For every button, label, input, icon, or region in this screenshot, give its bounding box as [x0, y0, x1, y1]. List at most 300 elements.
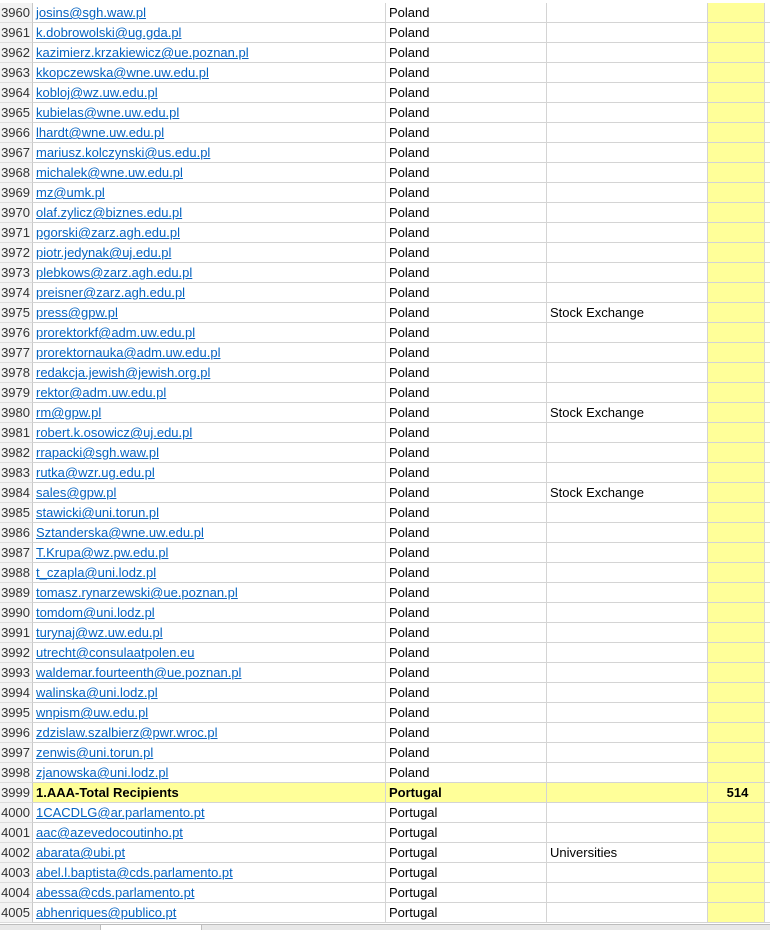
empty-cell[interactable] — [765, 83, 770, 103]
count-cell[interactable] — [708, 503, 765, 523]
empty-cell[interactable] — [765, 543, 770, 563]
table-row[interactable] — [0, 283, 770, 303]
sheet-tab-bar[interactable] — [0, 924, 770, 930]
table-row[interactable] — [0, 123, 770, 143]
row-header[interactable]: 4005 — [0, 903, 33, 923]
table-row[interactable] — [0, 663, 770, 683]
category-cell[interactable] — [547, 23, 708, 43]
email-link[interactable]: press@gpw.pl — [36, 305, 118, 320]
row-header[interactable]: 3960 — [0, 3, 33, 23]
row-header[interactable]: 3993 — [0, 663, 33, 683]
country-cell[interactable]: Poland — [386, 323, 547, 343]
category-cell[interactable] — [547, 123, 708, 143]
count-cell[interactable] — [708, 23, 765, 43]
email-link[interactable]: michalek@wne.uw.edu.pl — [36, 165, 183, 180]
row-header[interactable]: 3963 — [0, 63, 33, 83]
email-cell[interactable] — [33, 3, 386, 23]
row-header[interactable]: 3973 — [0, 263, 33, 283]
country-cell[interactable]: Poland — [386, 83, 547, 103]
country-cell[interactable]: Portugal — [386, 803, 547, 823]
table-row[interactable] — [0, 803, 770, 823]
row-header[interactable]: 3991 — [0, 623, 33, 643]
count-cell[interactable] — [708, 803, 765, 823]
email-link[interactable]: turynaj@wz.uw.edu.pl — [36, 625, 163, 640]
count-cell[interactable] — [708, 163, 765, 183]
email-link[interactable]: mz@umk.pl — [36, 185, 105, 200]
country-cell[interactable]: Poland — [386, 483, 547, 503]
email-cell[interactable] — [33, 843, 386, 863]
email-cell[interactable] — [33, 663, 386, 683]
row-header[interactable]: 3989 — [0, 583, 33, 603]
email-cell[interactable] — [33, 703, 386, 723]
row-header[interactable]: 3971 — [0, 223, 33, 243]
email-link[interactable]: pgorski@zarz.agh.edu.pl — [36, 225, 180, 240]
table-row[interactable] — [0, 883, 770, 903]
category-cell[interactable] — [547, 743, 708, 763]
category-cell[interactable] — [547, 203, 708, 223]
email-link[interactable]: josins@sgh.waw.pl — [36, 5, 147, 20]
row-header[interactable]: 3974 — [0, 283, 33, 303]
table-row[interactable] — [0, 643, 770, 663]
email-cell[interactable] — [33, 683, 386, 703]
table-row[interactable] — [0, 583, 770, 603]
email-link[interactable]: rutka@wzr.ug.edu.pl — [36, 465, 155, 480]
category-cell[interactable] — [547, 663, 708, 683]
row-header[interactable]: 3967 — [0, 143, 33, 163]
email-cell[interactable] — [33, 423, 386, 443]
row-header[interactable]: 3994 — [0, 683, 33, 703]
count-cell[interactable] — [708, 843, 765, 863]
empty-cell[interactable] — [765, 723, 770, 743]
empty-cell[interactable] — [765, 43, 770, 63]
row-header[interactable]: 3975 — [0, 303, 33, 323]
count-cell[interactable] — [708, 243, 765, 263]
email-cell[interactable] — [33, 383, 386, 403]
category-cell[interactable] — [547, 443, 708, 463]
country-cell[interactable]: Poland — [386, 743, 547, 763]
email-cell[interactable] — [33, 343, 386, 363]
empty-cell[interactable] — [765, 623, 770, 643]
email-cell[interactable] — [33, 543, 386, 563]
row-header[interactable]: 4000 — [0, 803, 33, 823]
row-header[interactable]: 3990 — [0, 603, 33, 623]
country-cell[interactable]: Portugal — [386, 783, 547, 803]
email-cell[interactable] — [33, 723, 386, 743]
email-cell[interactable] — [33, 823, 386, 843]
row-header[interactable]: 3977 — [0, 343, 33, 363]
email-link[interactable]: redakcja.jewish@jewish.org.pl — [36, 365, 211, 380]
empty-cell[interactable] — [765, 383, 770, 403]
email-link[interactable]: wnpism@uw.edu.pl — [36, 705, 149, 720]
row-header[interactable]: 3964 — [0, 83, 33, 103]
row-header[interactable]: 3995 — [0, 703, 33, 723]
count-cell[interactable] — [708, 883, 765, 903]
category-cell[interactable] — [547, 263, 708, 283]
empty-cell[interactable] — [765, 63, 770, 83]
count-cell[interactable] — [708, 863, 765, 883]
email-cell[interactable] — [33, 443, 386, 463]
row-header[interactable]: 3987 — [0, 543, 33, 563]
row-header[interactable]: 3998 — [0, 763, 33, 783]
count-cell[interactable] — [708, 583, 765, 603]
count-cell[interactable] — [708, 263, 765, 283]
empty-cell[interactable] — [765, 643, 770, 663]
row-header[interactable]: 3997 — [0, 743, 33, 763]
category-cell[interactable] — [547, 643, 708, 663]
email-cell[interactable] — [33, 183, 386, 203]
email-cell[interactable] — [33, 243, 386, 263]
country-cell[interactable]: Portugal — [386, 883, 547, 903]
category-cell[interactable] — [547, 563, 708, 583]
country-cell[interactable]: Poland — [386, 383, 547, 403]
country-cell[interactable]: Poland — [386, 3, 547, 23]
row-header[interactable]: 3986 — [0, 523, 33, 543]
table-row[interactable] — [0, 823, 770, 843]
empty-cell[interactable] — [765, 503, 770, 523]
category-cell[interactable] — [547, 623, 708, 643]
table-row[interactable] — [0, 463, 770, 483]
table-row[interactable] — [0, 263, 770, 283]
row-header[interactable]: 4004 — [0, 883, 33, 903]
email-cell[interactable] — [33, 623, 386, 643]
empty-cell[interactable] — [765, 743, 770, 763]
category-cell[interactable] — [547, 283, 708, 303]
email-link[interactable]: Sztanderska@wne.uw.edu.pl — [36, 525, 204, 540]
email-link[interactable]: rrapacki@sgh.waw.pl — [36, 445, 160, 460]
table-row[interactable] — [0, 683, 770, 703]
category-cell[interactable] — [547, 523, 708, 543]
row-header[interactable]: 3972 — [0, 243, 33, 263]
email-link[interactable]: sales@gpw.pl — [36, 485, 117, 500]
category-cell[interactable] — [547, 163, 708, 183]
email-cell[interactable] — [33, 583, 386, 603]
count-cell[interactable] — [708, 723, 765, 743]
empty-cell[interactable] — [765, 443, 770, 463]
count-cell[interactable] — [708, 123, 765, 143]
email-link[interactable]: abarata@ubi.pt — [36, 845, 126, 860]
email-cell[interactable] — [33, 103, 386, 123]
category-cell[interactable] — [547, 83, 708, 103]
category-cell[interactable] — [547, 803, 708, 823]
country-cell[interactable]: Poland — [386, 103, 547, 123]
table-row[interactable] — [0, 63, 770, 83]
category-cell[interactable] — [547, 183, 708, 203]
count-cell[interactable] — [708, 823, 765, 843]
empty-cell[interactable] — [765, 323, 770, 343]
count-cell[interactable] — [708, 643, 765, 663]
category-cell[interactable] — [547, 603, 708, 623]
category-cell[interactable] — [547, 463, 708, 483]
count-cell[interactable] — [708, 83, 765, 103]
email-cell[interactable] — [33, 123, 386, 143]
row-header[interactable]: 3965 — [0, 103, 33, 123]
email-cell[interactable] — [33, 63, 386, 83]
country-cell[interactable]: Poland — [386, 343, 547, 363]
country-cell[interactable]: Poland — [386, 363, 547, 383]
count-cell[interactable] — [708, 623, 765, 643]
empty-cell[interactable] — [765, 403, 770, 423]
email-cell[interactable] — [33, 763, 386, 783]
category-cell[interactable] — [547, 343, 708, 363]
email-cell[interactable] — [33, 563, 386, 583]
country-cell[interactable]: Poland — [386, 183, 547, 203]
country-cell[interactable]: Poland — [386, 143, 547, 163]
count-cell[interactable] — [708, 403, 765, 423]
country-cell[interactable]: Poland — [386, 643, 547, 663]
email-link[interactable]: k.dobrowolski@ug.gda.pl — [36, 25, 182, 40]
table-row[interactable] — [0, 423, 770, 443]
email-cell[interactable] — [33, 803, 386, 823]
category-cell[interactable] — [547, 63, 708, 83]
count-cell[interactable] — [708, 143, 765, 163]
count-cell[interactable] — [708, 303, 765, 323]
country-cell[interactable]: Poland — [386, 663, 547, 683]
category-cell[interactable] — [547, 103, 708, 123]
email-link[interactable]: zjanowska@uni.lodz.pl — [36, 765, 169, 780]
email-link[interactable]: kkopczewska@wne.uw.edu.pl — [36, 65, 209, 80]
email-link[interactable]: lhardt@wne.uw.edu.pl — [36, 125, 165, 140]
email-cell[interactable] — [33, 743, 386, 763]
count-cell[interactable] — [708, 483, 765, 503]
email-link[interactable]: zdzislaw.szalbierz@pwr.wroc.pl — [36, 725, 218, 740]
count-cell[interactable] — [708, 763, 765, 783]
country-cell[interactable]: Poland — [386, 243, 547, 263]
empty-cell[interactable] — [765, 463, 770, 483]
table-row[interactable] — [0, 323, 770, 343]
category-cell[interactable]: Stock Exchange — [547, 403, 708, 423]
count-cell[interactable] — [708, 903, 765, 923]
email-cell[interactable] — [33, 883, 386, 903]
empty-cell[interactable] — [765, 163, 770, 183]
empty-cell[interactable] — [765, 3, 770, 23]
table-row[interactable] — [0, 743, 770, 763]
count-cell[interactable] — [708, 463, 765, 483]
email-link[interactable]: rektor@adm.uw.edu.pl — [36, 385, 167, 400]
empty-cell[interactable] — [765, 703, 770, 723]
count-cell[interactable] — [708, 563, 765, 583]
empty-cell[interactable] — [765, 123, 770, 143]
empty-cell[interactable] — [765, 783, 770, 803]
table-row[interactable] — [0, 403, 770, 423]
email-cell[interactable] — [33, 223, 386, 243]
total-row[interactable] — [0, 783, 770, 803]
empty-cell[interactable] — [765, 243, 770, 263]
category-cell[interactable] — [547, 763, 708, 783]
table-row[interactable] — [0, 223, 770, 243]
count-cell[interactable] — [708, 183, 765, 203]
row-header[interactable]: 3970 — [0, 203, 33, 223]
row-header[interactable]: 3988 — [0, 563, 33, 583]
email-link[interactable]: prorektorkf@adm.uw.edu.pl — [36, 325, 196, 340]
category-cell[interactable]: Stock Exchange — [547, 303, 708, 323]
empty-cell[interactable] — [765, 803, 770, 823]
country-cell[interactable]: Poland — [386, 163, 547, 183]
email-link[interactable]: 1CACDLG@ar.parlamento.pt — [36, 805, 205, 820]
empty-cell[interactable] — [765, 603, 770, 623]
empty-cell[interactable] — [765, 483, 770, 503]
empty-cell[interactable] — [765, 903, 770, 923]
country-cell[interactable]: Poland — [386, 723, 547, 743]
table-row[interactable] — [0, 483, 770, 503]
empty-cell[interactable] — [765, 763, 770, 783]
country-cell[interactable]: Portugal — [386, 823, 547, 843]
row-header[interactable]: 4003 — [0, 863, 33, 883]
empty-cell[interactable] — [765, 883, 770, 903]
empty-cell[interactable] — [765, 823, 770, 843]
count-cell[interactable] — [708, 743, 765, 763]
category-cell[interactable] — [547, 3, 708, 23]
country-cell[interactable]: Portugal — [386, 843, 547, 863]
count-cell[interactable]: 514 — [708, 783, 765, 803]
row-header[interactable]: 3979 — [0, 383, 33, 403]
category-cell[interactable] — [547, 683, 708, 703]
table-row[interactable] — [0, 623, 770, 643]
email-cell[interactable] — [33, 143, 386, 163]
sheet-tab-active[interactable] — [100, 925, 202, 930]
country-cell[interactable]: Poland — [386, 703, 547, 723]
country-cell[interactable]: Poland — [386, 403, 547, 423]
country-cell[interactable]: Poland — [386, 443, 547, 463]
empty-cell[interactable] — [765, 183, 770, 203]
category-cell[interactable] — [547, 243, 708, 263]
email-cell[interactable] — [33, 363, 386, 383]
email-cell[interactable] — [33, 903, 386, 923]
row-header[interactable]: 4001 — [0, 823, 33, 843]
category-cell[interactable] — [547, 543, 708, 563]
total-label-cell[interactable]: 1.AAA-Total Recipients — [33, 783, 386, 803]
email-cell[interactable] — [33, 23, 386, 43]
category-cell[interactable] — [547, 723, 708, 743]
table-row[interactable] — [0, 3, 770, 23]
count-cell[interactable] — [708, 423, 765, 443]
table-row[interactable] — [0, 503, 770, 523]
row-header[interactable]: 3980 — [0, 403, 33, 423]
category-cell[interactable] — [547, 503, 708, 523]
category-cell[interactable] — [547, 883, 708, 903]
row-header[interactable]: 3999 — [0, 783, 33, 803]
email-link[interactable]: kobloj@wz.uw.edu.pl — [36, 85, 158, 100]
country-cell[interactable]: Poland — [386, 583, 547, 603]
email-link[interactable]: stawicki@uni.torun.pl — [36, 505, 160, 520]
category-cell[interactable] — [547, 703, 708, 723]
category-cell[interactable] — [547, 43, 708, 63]
email-cell[interactable] — [33, 163, 386, 183]
email-link[interactable]: rm@gpw.pl — [36, 405, 102, 420]
count-cell[interactable] — [708, 683, 765, 703]
table-row[interactable] — [0, 303, 770, 323]
empty-cell[interactable] — [765, 423, 770, 443]
empty-cell[interactable] — [765, 343, 770, 363]
row-header[interactable]: 3976 — [0, 323, 33, 343]
count-cell[interactable] — [708, 443, 765, 463]
empty-cell[interactable] — [765, 143, 770, 163]
count-cell[interactable] — [708, 603, 765, 623]
country-cell[interactable]: Poland — [386, 463, 547, 483]
row-header[interactable]: 3996 — [0, 723, 33, 743]
email-link[interactable]: waldemar.fourteenth@ue.poznan.pl — [36, 665, 242, 680]
empty-cell[interactable] — [765, 203, 770, 223]
empty-cell[interactable] — [765, 223, 770, 243]
country-cell[interactable]: Poland — [386, 523, 547, 543]
email-cell[interactable] — [33, 403, 386, 423]
country-cell[interactable]: Poland — [386, 503, 547, 523]
email-link[interactable]: abessa@cds.parlamento.pt — [36, 885, 195, 900]
table-row[interactable] — [0, 203, 770, 223]
country-cell[interactable]: Poland — [386, 63, 547, 83]
row-header[interactable]: 3968 — [0, 163, 33, 183]
table-row[interactable] — [0, 563, 770, 583]
email-cell[interactable] — [33, 323, 386, 343]
empty-cell[interactable] — [765, 523, 770, 543]
empty-cell[interactable] — [765, 363, 770, 383]
email-cell[interactable] — [33, 863, 386, 883]
email-link[interactable]: utrecht@consulaatpolen.eu — [36, 645, 195, 660]
table-row[interactable] — [0, 863, 770, 883]
country-cell[interactable]: Poland — [386, 223, 547, 243]
empty-cell[interactable] — [765, 863, 770, 883]
row-header[interactable]: 4002 — [0, 843, 33, 863]
country-cell[interactable]: Poland — [386, 123, 547, 143]
table-row[interactable] — [0, 143, 770, 163]
table-row[interactable] — [0, 603, 770, 623]
count-cell[interactable] — [708, 283, 765, 303]
row-header[interactable]: 3983 — [0, 463, 33, 483]
count-cell[interactable] — [708, 383, 765, 403]
table-row[interactable] — [0, 183, 770, 203]
row-header[interactable]: 3992 — [0, 643, 33, 663]
category-cell[interactable] — [547, 323, 708, 343]
row-header[interactable]: 3982 — [0, 443, 33, 463]
country-cell[interactable]: Poland — [386, 603, 547, 623]
row-header[interactable]: 3966 — [0, 123, 33, 143]
email-link[interactable]: robert.k.osowicz@uj.edu.pl — [36, 425, 193, 440]
count-cell[interactable] — [708, 523, 765, 543]
email-link[interactable]: kubielas@wne.uw.edu.pl — [36, 105, 180, 120]
table-row[interactable] — [0, 83, 770, 103]
row-header[interactable]: 3961 — [0, 23, 33, 43]
count-cell[interactable] — [708, 363, 765, 383]
email-cell[interactable] — [33, 283, 386, 303]
table-row[interactable] — [0, 543, 770, 563]
category-cell[interactable] — [547, 143, 708, 163]
category-cell[interactable] — [547, 783, 708, 803]
count-cell[interactable] — [708, 43, 765, 63]
country-cell[interactable]: Poland — [386, 263, 547, 283]
email-cell[interactable] — [33, 203, 386, 223]
email-link[interactable]: abhenriques@publico.pt — [36, 905, 177, 920]
empty-cell[interactable] — [765, 263, 770, 283]
email-cell[interactable] — [33, 603, 386, 623]
row-header[interactable]: 3981 — [0, 423, 33, 443]
country-cell[interactable]: Poland — [386, 303, 547, 323]
country-cell[interactable]: Poland — [386, 283, 547, 303]
empty-cell[interactable] — [765, 303, 770, 323]
email-link[interactable]: tomasz.rynarzewski@ue.poznan.pl — [36, 585, 238, 600]
country-cell[interactable]: Poland — [386, 23, 547, 43]
count-cell[interactable] — [708, 323, 765, 343]
email-link[interactable]: olaf.zylicz@biznes.edu.pl — [36, 205, 183, 220]
country-cell[interactable]: Poland — [386, 763, 547, 783]
email-cell[interactable] — [33, 483, 386, 503]
email-link[interactable]: preisner@zarz.agh.edu.pl — [36, 285, 186, 300]
table-row[interactable] — [0, 523, 770, 543]
email-cell[interactable] — [33, 643, 386, 663]
row-header[interactable]: 3984 — [0, 483, 33, 503]
email-link[interactable]: mariusz.kolczynski@us.edu.pl — [36, 145, 211, 160]
category-cell[interactable]: Universities — [547, 843, 708, 863]
count-cell[interactable] — [708, 3, 765, 23]
country-cell[interactable]: Portugal — [386, 903, 547, 923]
